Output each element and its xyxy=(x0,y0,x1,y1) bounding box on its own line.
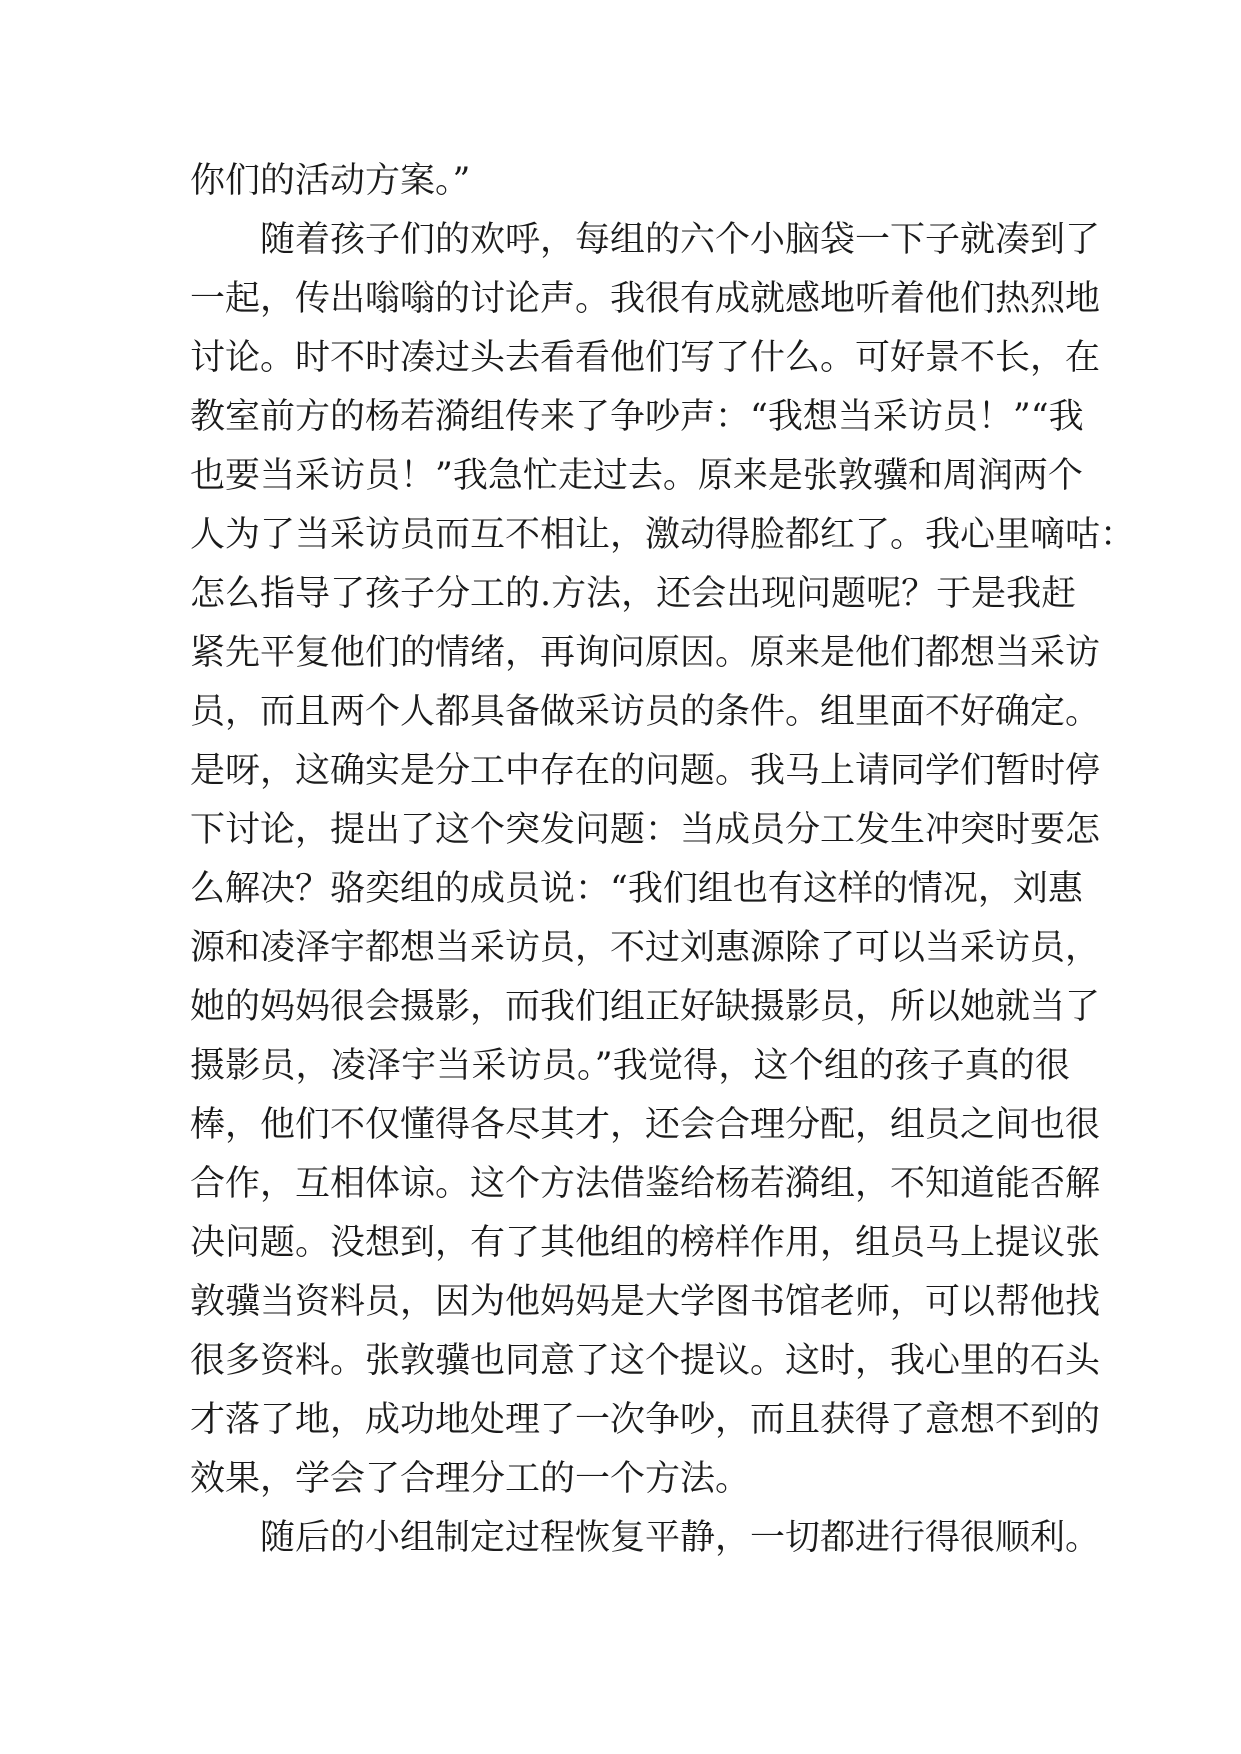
paragraph-1-line-1: 你们的活动方案。” xyxy=(190,161,471,201)
paragraph-2-line-7: 怎么指导了孩子分工的.方法，还会出现问题呢？于是我赶 xyxy=(190,574,1077,614)
paragraph-2-line-22: 效果，学会了合理分工的一个方法。 xyxy=(190,1459,751,1499)
paragraph-3-line-1: 随后的小组制定过程恢复平静，一切都进行得很顺利。 xyxy=(260,1518,1101,1558)
paragraph-2-line-9: 员，而且两个人都具备做采访员的条件。组里面不好确定。 xyxy=(190,692,1101,732)
paragraph-2-line-11: 下讨论，提出了这个突发问题：当成员分工发生冲突时要怎 xyxy=(190,810,1101,850)
paragraph-2-line-21: 才落了地，成功地处理了一次争吵，而且获得了意想不到的 xyxy=(190,1400,1101,1440)
paragraph-2-line-14: 她的妈妈很会摄影，而我们组正好缺摄影员，所以她就当了 xyxy=(190,987,1101,1027)
paragraph-2-line-6: 人为了当采访员而互不相让，激动得脸都红了。我心里嘀咕： xyxy=(190,515,1136,555)
paragraph-2-line-4: 教室前方的杨若漪组传来了争吵声：“我想当采访员！”“我 xyxy=(190,397,1084,437)
paragraph-2-line-19: 敦骥当资料员，因为他妈妈是大学图书馆老师，可以帮他找 xyxy=(190,1282,1101,1322)
paragraph-2-line-15: 摄影员，凌泽宇当采访员。”我觉得，这个组的孩子真的很 xyxy=(190,1046,1070,1086)
paragraph-2-line-8: 紧先平复他们的情绪，再询问原因。原来是他们都想当采访 xyxy=(190,633,1101,673)
paragraph-2-line-13: 源和凌泽宇都想当采访员，不过刘惠源除了可以当采访员， xyxy=(190,928,1101,968)
paragraph-2-line-17: 合作，互相体谅。这个方法借鉴给杨若漪组，不知道能否解 xyxy=(190,1164,1101,1204)
paragraph-2-line-5: 也要当采访员！”我急忙走过去。原来是张敦骥和周润两个 xyxy=(190,456,1083,496)
paragraph-2-line-18: 决问题。没想到，有了其他组的榜样作用，组员马上提议张 xyxy=(190,1223,1101,1263)
paragraph-2-line-3: 讨论。时不时凑过头去看看他们写了什么。可好景不长，在 xyxy=(190,338,1101,378)
paragraph-2-line-10: 是呀，这确实是分工中存在的问题。我马上请同学们暂时停 xyxy=(190,751,1101,791)
paragraph-2-line-12: 么解决？骆奕组的成员说：“我们组也有这样的情况，刘惠 xyxy=(190,869,1083,909)
paragraph-2-line-16: 棒，他们不仅懂得各尽其才，还会合理分配，组员之间也很 xyxy=(190,1105,1101,1145)
paragraph-2-line-20: 很多资料。张敦骥也同意了这个提议。这时，我心里的石头 xyxy=(190,1341,1101,1381)
paragraph-2-line-2: 一起，传出嗡嗡的讨论声。我很有成就感地听着他们热烈地 xyxy=(190,279,1101,319)
paragraph-2-line-1: 随着孩子们的欢呼，每组的六个小脑袋一下子就凑到了 xyxy=(260,220,1101,260)
document-body xyxy=(190,152,1136,1568)
